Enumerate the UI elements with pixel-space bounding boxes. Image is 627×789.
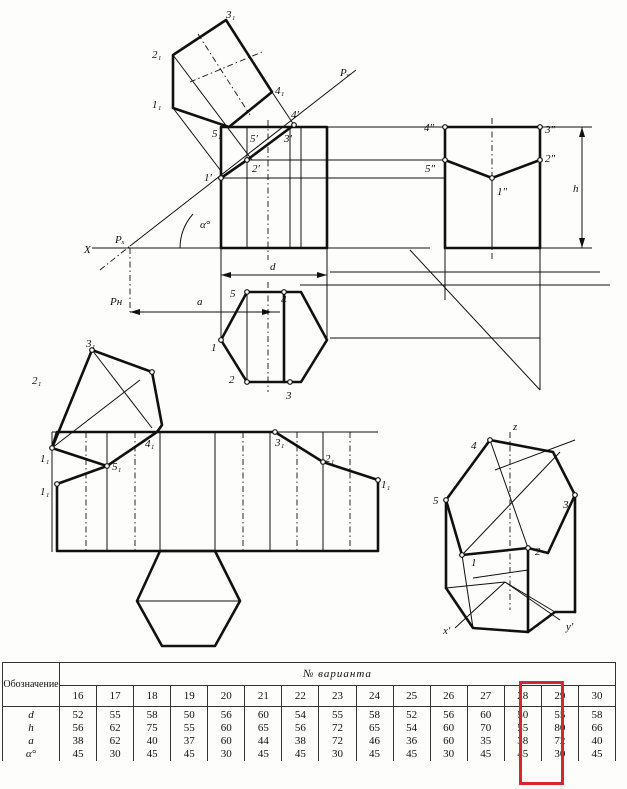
label-top-2: 2	[229, 374, 235, 386]
table-cell: 45	[146, 748, 158, 760]
label-1-1: 1₁	[152, 99, 162, 111]
label-3-prime: 3′	[284, 133, 292, 145]
table-cell: 55	[554, 709, 566, 721]
table-cell: 62	[109, 722, 121, 734]
table-cell: 30	[109, 748, 121, 760]
development-net	[52, 350, 378, 646]
label-iso-5: 5	[433, 495, 439, 507]
label-3-dprime: 3″	[545, 124, 556, 136]
table-cell: 38	[72, 735, 84, 747]
row-symbol: h	[28, 722, 34, 734]
label-alpha: α°	[200, 219, 211, 231]
table-cell: 50	[183, 709, 195, 721]
table-cell: 58	[369, 709, 381, 721]
label-iso-x: x′	[443, 625, 451, 637]
row-symbols	[3, 707, 60, 762]
label-5-dprime: 5″	[425, 163, 436, 175]
variant-number: 17	[97, 686, 134, 707]
variant-number: 24	[356, 686, 393, 707]
top-view-hexagon	[221, 272, 327, 392]
table-cell: 55	[517, 722, 529, 734]
table-cell: 55	[109, 709, 121, 721]
table-cell: 75	[146, 722, 158, 734]
label-4-dprime: 4″	[424, 122, 435, 134]
front-view-prism	[221, 120, 445, 340]
table-cell: 80	[554, 722, 566, 734]
table-header-title: № варианта	[60, 663, 616, 686]
variant-number: 16	[60, 686, 97, 707]
label-net-3-1: 3₁	[86, 338, 96, 350]
table-cell: 46	[369, 735, 381, 747]
label-net-2-1: 2₁	[32, 375, 42, 387]
table-cell: 60	[480, 709, 492, 721]
table-cell: 45	[257, 748, 269, 760]
table-cell: 56	[443, 709, 455, 721]
table-cell: 37	[183, 735, 195, 747]
table-cell: 45	[480, 748, 492, 760]
variant-number: 27	[467, 686, 504, 707]
label-1-dprime: 1″	[497, 186, 508, 198]
variant-number: 21	[245, 686, 282, 707]
table-cell: 30	[220, 748, 232, 760]
label-ph: Pн	[110, 296, 123, 308]
label-net-1-1b: 1₁	[40, 486, 50, 498]
label-top-1: 1	[211, 342, 217, 354]
table-cell: 45	[517, 748, 529, 760]
variant-number: 20	[208, 686, 245, 707]
label-net-4-1: 4₁	[145, 438, 155, 450]
table-cell: 65	[257, 722, 269, 734]
cutting-plane-pv	[100, 70, 356, 270]
table-cell: 50	[517, 709, 529, 721]
side-view	[300, 118, 610, 390]
table-cell: 52	[406, 709, 418, 721]
label-net-1-1a: 1₁	[40, 453, 50, 465]
label-4-prime: 4′	[291, 109, 299, 121]
row-symbol: α°	[25, 748, 37, 760]
label-2-dprime: 2″	[545, 153, 556, 165]
table-cell: 72	[331, 722, 343, 734]
label-px: Pₓ	[115, 234, 125, 246]
label-1-prime: 1′	[204, 172, 212, 184]
table-cell: 40	[591, 735, 603, 747]
label-iso-2: 2	[535, 546, 541, 558]
table-cell: 54	[406, 722, 418, 734]
table-cell: 45	[72, 748, 84, 760]
variant-values	[467, 707, 504, 762]
table-cell: 65	[369, 722, 381, 734]
label-net-2-1r: 2₁	[325, 453, 335, 465]
table-header-label: Обозначение	[3, 663, 60, 707]
variant-number: 23	[319, 686, 356, 707]
table-cell: 58	[591, 709, 603, 721]
table-cell: 60	[220, 735, 232, 747]
table-cell: 60	[257, 709, 269, 721]
table-cell: 45	[183, 748, 195, 760]
highlight-box	[519, 681, 564, 785]
isometric-view	[446, 432, 575, 632]
table-cell: 44	[257, 735, 269, 747]
row-symbol: d	[28, 709, 34, 721]
label-net-5-1: 5₁	[112, 461, 122, 473]
table-cell: 70	[480, 722, 492, 734]
table-cell: 54	[294, 709, 306, 721]
label-5-prime: 5′	[250, 133, 258, 145]
variant-values	[430, 707, 467, 762]
label-net-3-1r: 3₁	[275, 437, 285, 449]
variant-values	[97, 707, 134, 762]
variant-values	[134, 707, 171, 762]
table-cell: 58	[146, 709, 158, 721]
label-iso-3: 3	[563, 499, 569, 511]
label-4-1: 4₁	[275, 85, 285, 97]
variant-number: 30	[578, 686, 615, 707]
label-2-1: 2₁	[152, 49, 162, 61]
table-cell: 52	[72, 709, 84, 721]
table-cell: 35	[480, 735, 492, 747]
variant-values	[245, 707, 282, 762]
table-cell: 30	[331, 748, 343, 760]
table-cell: 55	[331, 709, 343, 721]
x-axis	[92, 214, 430, 315]
table-cell: 60	[443, 722, 455, 734]
table-cell: 72	[554, 735, 566, 747]
label-2-prime: 2′	[252, 163, 260, 175]
table-cell: 30	[554, 748, 566, 760]
table-cell: 40	[146, 735, 158, 747]
label-x: X	[84, 244, 91, 256]
variant-values	[171, 707, 208, 762]
table-cell: 55	[183, 722, 195, 734]
variant-number: 25	[393, 686, 430, 707]
label-top-4: 4	[281, 294, 287, 306]
drawing-labels	[32, 9, 579, 637]
label-iso-y: y′	[566, 621, 574, 633]
variant-values	[578, 707, 615, 762]
variant-values	[319, 707, 356, 762]
table-cell: 60	[220, 722, 232, 734]
table-cell: 38	[294, 735, 306, 747]
label-top-5: 5	[230, 288, 236, 300]
variant-values	[282, 707, 319, 762]
table-cell: 45	[294, 748, 306, 760]
variant-values	[60, 707, 97, 762]
table-cell: 56	[220, 709, 232, 721]
label-5-1: 5₁	[212, 128, 222, 140]
table-cell: 60	[443, 735, 455, 747]
table-cell: 62	[109, 735, 121, 747]
table-cell: 72	[331, 735, 343, 747]
variant-number: 26	[430, 686, 467, 707]
variant-number: 22	[282, 686, 319, 707]
label-d: d	[270, 261, 276, 273]
label-iso-1: 1	[471, 557, 477, 569]
label-iso-z: z	[513, 421, 518, 433]
variant-number: 28	[504, 686, 541, 707]
variant-number: 19	[171, 686, 208, 707]
table-cell: 66	[591, 722, 603, 734]
label-h: h	[573, 183, 579, 195]
table-cell: 30	[443, 748, 455, 760]
label-pv: Pᵥ	[340, 67, 350, 79]
label-iso-4: 4	[471, 440, 477, 452]
label-net-1-1r: 1₁	[381, 479, 391, 491]
table-cell: 45	[591, 748, 603, 760]
table-cell: 36	[406, 735, 418, 747]
table-cell: 56	[72, 722, 84, 734]
label-a: a	[197, 296, 203, 308]
variant-values	[356, 707, 393, 762]
table-cell: 45	[369, 748, 381, 760]
label-3-1: 3₁	[226, 9, 236, 21]
variant-number: 18	[134, 686, 171, 707]
row-symbol: a	[28, 735, 34, 747]
table-cell: 56	[294, 722, 306, 734]
table-cell: 38	[517, 735, 529, 747]
table-cell: 45	[406, 748, 418, 760]
variant-number: 29	[541, 686, 578, 707]
variant-values	[208, 707, 245, 762]
label-top-3: 3	[286, 390, 292, 402]
variant-values	[393, 707, 430, 762]
